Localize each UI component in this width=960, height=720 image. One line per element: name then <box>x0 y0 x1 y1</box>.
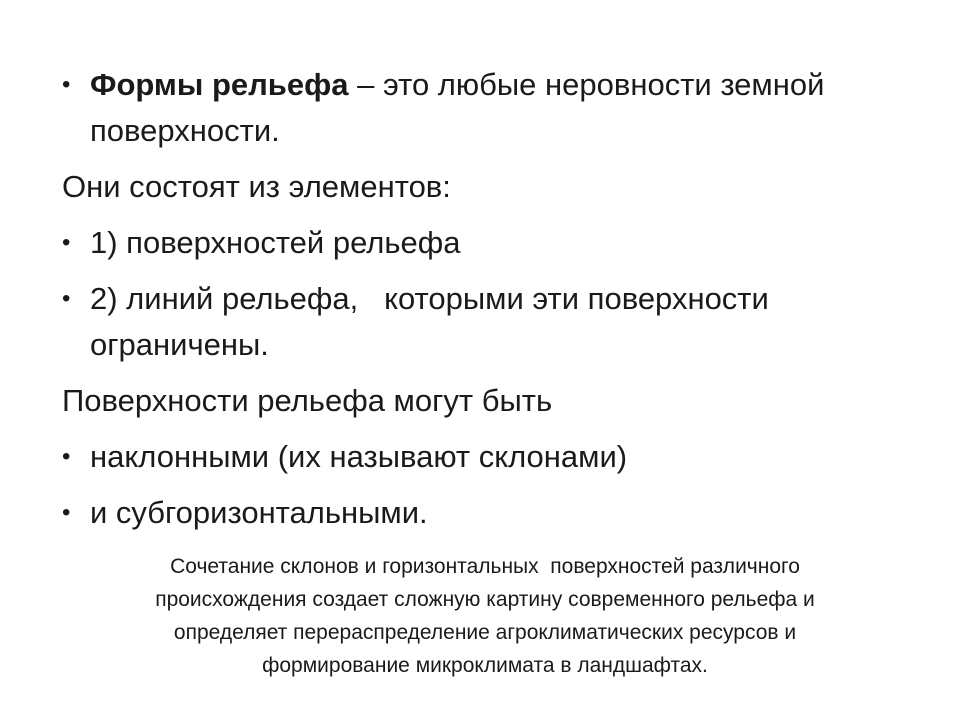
bullet-text: наклонными (их называют склонами) <box>90 439 628 474</box>
footer-line: происхождения создает сложную картину современного рельефа и <box>155 588 815 611</box>
slide-body <box>62 62 922 546</box>
bullet-text: 1) поверхностей рельефа <box>90 225 461 260</box>
bullet-text: и субгоризонтальными. <box>90 495 428 530</box>
paragraph-elements-intro: Они состоят из элементов: <box>62 169 451 204</box>
definition-text: – это любые неровности земной поверхности. <box>90 67 825 148</box>
bullet-item-definition <box>62 62 922 154</box>
bullet-item-sloped <box>62 434 922 480</box>
footer-note <box>60 550 910 682</box>
term-bold: Формы рельефа <box>90 67 349 102</box>
bullet-icon: • <box>62 71 71 98</box>
bullet-item-lines <box>62 276 922 368</box>
bullet-item-surfaces <box>62 220 922 266</box>
footer-line: Сочетание склонов и горизонтальных поверхностей различного <box>170 555 800 578</box>
paragraph-surfaces-intro: Поверхности рельефа могут быть <box>62 383 553 418</box>
footer-line: определяет перераспределение агроклиматических ресурсов и <box>173 621 797 644</box>
bullet-item-subhorizontal <box>62 490 922 536</box>
bullet-icon: • <box>62 229 71 256</box>
bullet-icon: • <box>62 285 71 312</box>
footer-line: формирование микроклимата в ландшафтах. <box>262 654 708 677</box>
bullet-icon: • <box>62 499 71 526</box>
bullet-text: 2) линий рельефа, которыми эти поверхности ограничены. <box>90 281 778 362</box>
bullet-icon: • <box>62 443 71 470</box>
